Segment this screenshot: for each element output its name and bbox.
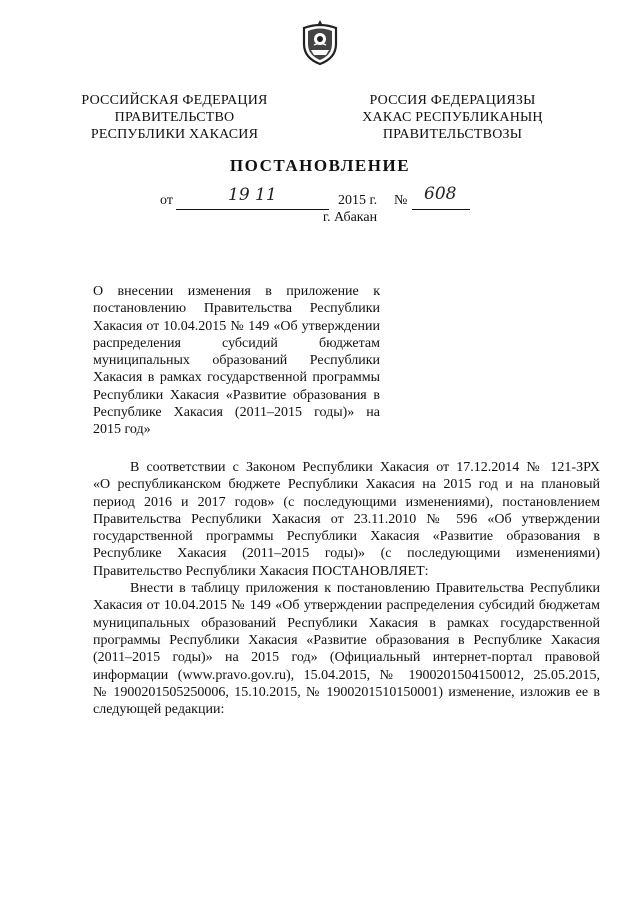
subject-line: 2015 год»: [93, 422, 151, 438]
body-line: № 1900201505250006, 15.10.2015, № 1900201510150001) изменение, изложив ее в: [93, 684, 600, 700]
document-title: ПОСТАНОВЛЕНИЕ: [229, 156, 411, 175]
subject-line: распределения субсидий бюджетам: [93, 335, 380, 351]
body-line: муниципальных образований Республики Хакасия в рамках государственной: [93, 615, 600, 631]
subject-line: Хакасия в рамках государственной программы: [93, 370, 380, 386]
header-left-line: РЕСПУБЛИКИ ХАКАСИЯ: [90, 127, 259, 142]
header-right-line: РОССИЯ ФЕДЕРАЦИЯЗЫ: [369, 93, 536, 108]
body-line: Внести в таблицу приложения к постановлению Правительства Республики: [130, 581, 600, 597]
subject-line: Республике Хакасия (2011–2015 годы)» на: [93, 405, 380, 421]
header-left-line: РОССИЙСКАЯ ФЕДЕРАЦИЯ: [81, 93, 268, 108]
subject-block: [93, 283, 380, 439]
city-label: г. Абакан: [322, 210, 378, 225]
header-right-line: ХАКАС РЕСПУБЛИКАНЫҢ: [362, 110, 543, 125]
body-line: Правительство Республики Хакасия ПОСТАНОВЛЯЕТ:: [93, 563, 429, 579]
body-line: Республике Хакасия (2011–2015 годы)» (с последующими изменениями): [93, 546, 600, 562]
subject-line: Республики Хакасия «Развитие образования в: [93, 387, 380, 403]
body-line: следующей редакции:: [93, 702, 225, 718]
body-line: В соответствии с Законом Республики Хакасия от 17.12.2014 № 121-ЗРХ: [130, 460, 600, 475]
subject-line: Хакасия от 10.04.2015 № 149 «Об утверждении: [93, 318, 380, 334]
body-line: Хакасия от 10.04.2015 № 149 «Об утверждении распределения субсидий бюджетам: [93, 598, 600, 614]
header-right-block: [340, 92, 565, 143]
coat-of-arms-icon: [300, 18, 340, 66]
handwritten-number: 608: [424, 184, 457, 204]
subject-line: муниципальных образований Республики: [93, 353, 380, 369]
body-line: период 2016 и 2017 годов» (с последующими изменениями), постановлением: [93, 494, 600, 510]
header-left-line: ПРАВИТЕЛЬСТВО: [114, 110, 235, 125]
body-line: программы Республики Хакасия «Развитие образования в Республике Хакасия: [93, 632, 600, 648]
body-line: информации (www.pravo.gov.ru), 15.04.2015, № 1900201504150012, 25.05.2015,: [93, 667, 600, 683]
subject-line: О внесении изменения в приложение к: [93, 284, 380, 299]
header-left-block: [62, 92, 287, 143]
body-line: Правительства Республики Хакасия от 23.11.2010 № 596 «Об утверждении: [93, 511, 600, 527]
year-label: 2015 г.: [338, 193, 378, 208]
handwritten-date: 19 11: [228, 185, 277, 205]
body-line: (2011–2015 годы)» на 2015 год» (Официальный интернет-портал правовой: [93, 650, 600, 666]
body-line: «О республиканском бюджете Республики Хакасия на 2015 год и на плановый: [93, 477, 600, 493]
body-text: [93, 459, 600, 718]
date-prefix: от: [160, 193, 173, 208]
header-right-line: ПРАВИТЕЛЬСТВОЗЫ: [382, 127, 523, 142]
body-line: государственной программы Республики Хакасия «Развитие образования в: [93, 529, 600, 545]
number-sign: №: [394, 193, 408, 208]
subject-line: постановлению Правительства Республики: [93, 301, 380, 317]
